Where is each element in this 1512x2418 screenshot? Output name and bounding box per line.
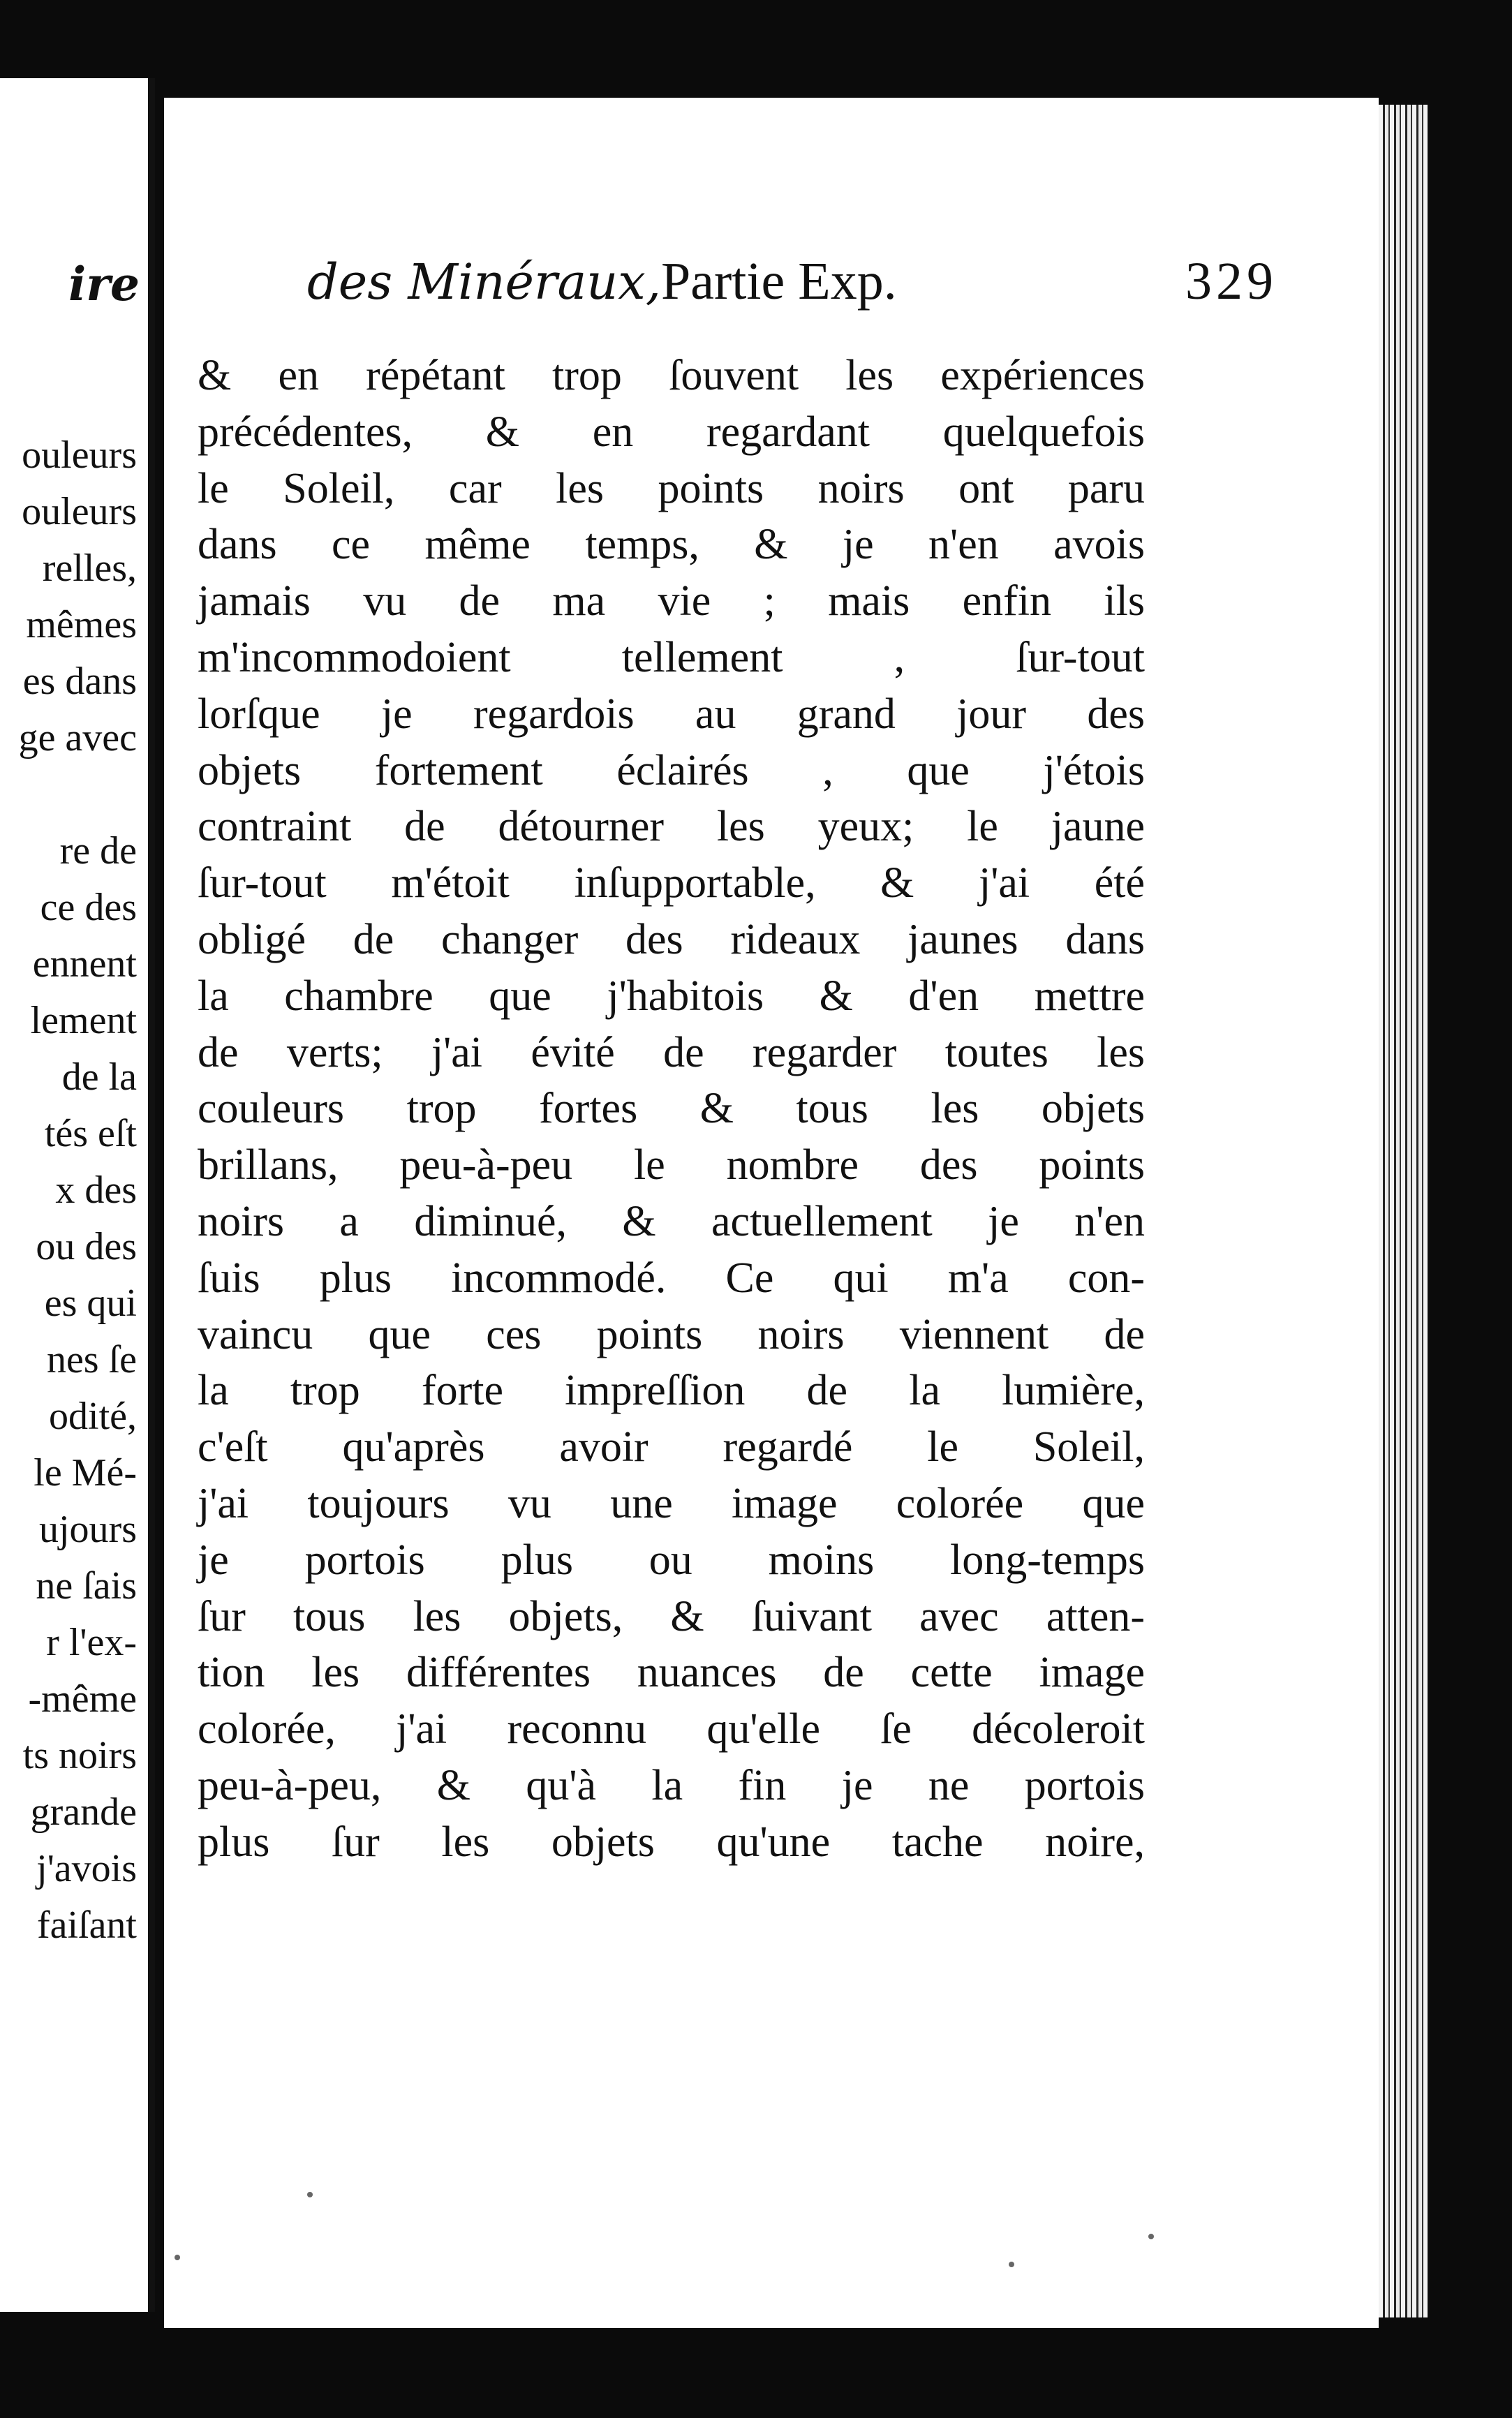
text-line: vaincu que ces points noirs viennent de [198,1310,1145,1358]
text-line: précédentes, & en regardant quelquefois [198,408,1145,456]
left-line: le Mé- [34,1451,137,1494]
paper-speck [1148,2234,1154,2239]
left-line: j'avois [36,1847,137,1890]
running-head-title-group [307,251,897,312]
text-line: objets fortement éclairés , que j'étois [198,746,1145,794]
left-line: lement [30,999,137,1042]
paper-speck [1009,2262,1014,2267]
text-line: dans ce même temps, & je n'en avois [198,521,1145,569]
left-line: ou des [36,1225,137,1268]
text-line: jamais vu de ma vie ; mais enfin ils [198,577,1145,625]
text-line: le Soleil, car les points noirs ont paru [198,464,1145,512]
left-line: tés eſt [44,1112,137,1155]
left-line: relles, [42,547,137,590]
text-line: & en répétant trop ſouvent les expériences [198,352,1145,399]
text-line: ſur-tout m'étoit inſupportable, & j'ai été [198,859,1145,907]
left-line: ouleurs [22,433,137,477]
left-line: x des [55,1169,137,1212]
body-text [198,348,1145,1871]
left-line: ge avec [18,716,137,759]
left-line: odité, [49,1395,137,1438]
text-line: j'ai toujours vu une image colorée que [198,1479,1145,1527]
text-line: je portois plus ou moins long-temps [198,1536,1145,1584]
left-line [0,766,137,823]
text-line: m'incommodoient tellement , ſur-tout [198,633,1145,681]
left-line: ts noirs [22,1734,137,1777]
text-line: obligé de changer des rideaux jaunes dans [198,915,1145,963]
text-line: contraint de détourner les yeux; le jaune [198,803,1145,851]
left-running-head: ire [68,257,140,311]
left-line: nes ſe [46,1338,137,1381]
left-line: de la [61,1055,137,1099]
page-edges [1379,105,1428,2317]
running-head-title: des Minéraux, [307,253,661,311]
left-line: r l'ex- [46,1621,137,1664]
text-line: brillans, peu-à-peu le nombre des points [198,1141,1145,1189]
text-line: c'eſt qu'après avoir regardé le Soleil, [198,1423,1145,1471]
text-line: la trop forte impreſſion de la lumière, [198,1367,1145,1415]
left-line: mêmes [26,603,137,646]
text-line: ſur tous les objets, & ſuivant avec atten- [198,1592,1145,1640]
left-line: -même [28,1677,137,1721]
left-line: grande [30,1790,137,1834]
right-page [164,98,1379,2328]
text-line: peu-à-peu, & qu'à la fin je ne portois [198,1761,1145,1809]
left-line: ujours [39,1508,137,1551]
text-line: tion les différentes nuances de cette image [198,1649,1145,1697]
text-line: de verts; j'ai évité de regarder toutes les [198,1028,1145,1076]
left-page [0,78,155,2312]
paper-speck [307,2192,313,2197]
text-line: plus ſur les objets qu'une tache noire, [198,1818,1145,1866]
running-head [307,251,1277,312]
text-line: la chambre que j'habitois & d'en mettre [198,972,1145,1020]
left-line: ouleurs [22,490,137,533]
left-line: ce des [40,886,137,929]
paper-speck [175,2255,180,2260]
left-line: faiſant [36,1904,137,1947]
left-line: es dans [22,660,137,703]
left-line: es qui [44,1282,137,1325]
left-line: ne ſais [36,1564,137,1608]
left-line: re de [59,829,137,873]
text-line: ſuis plus incommodé. Ce qui m'a con- [198,1254,1145,1302]
left-page-text [0,427,137,1954]
text-line: couleurs trop fortes & tous les objets [198,1085,1145,1133]
text-line: colorée, j'ai reconnu qu'elle ſe décoleroit [198,1705,1145,1753]
text-line: lorſque je regardois au grand jour des [198,690,1145,738]
running-head-part: Partie Exp. [661,252,897,311]
page-number: 329 [1185,252,1277,311]
text-line: noirs a diminué, & actuellement je n'en [198,1197,1145,1245]
left-line: ennent [32,942,137,986]
